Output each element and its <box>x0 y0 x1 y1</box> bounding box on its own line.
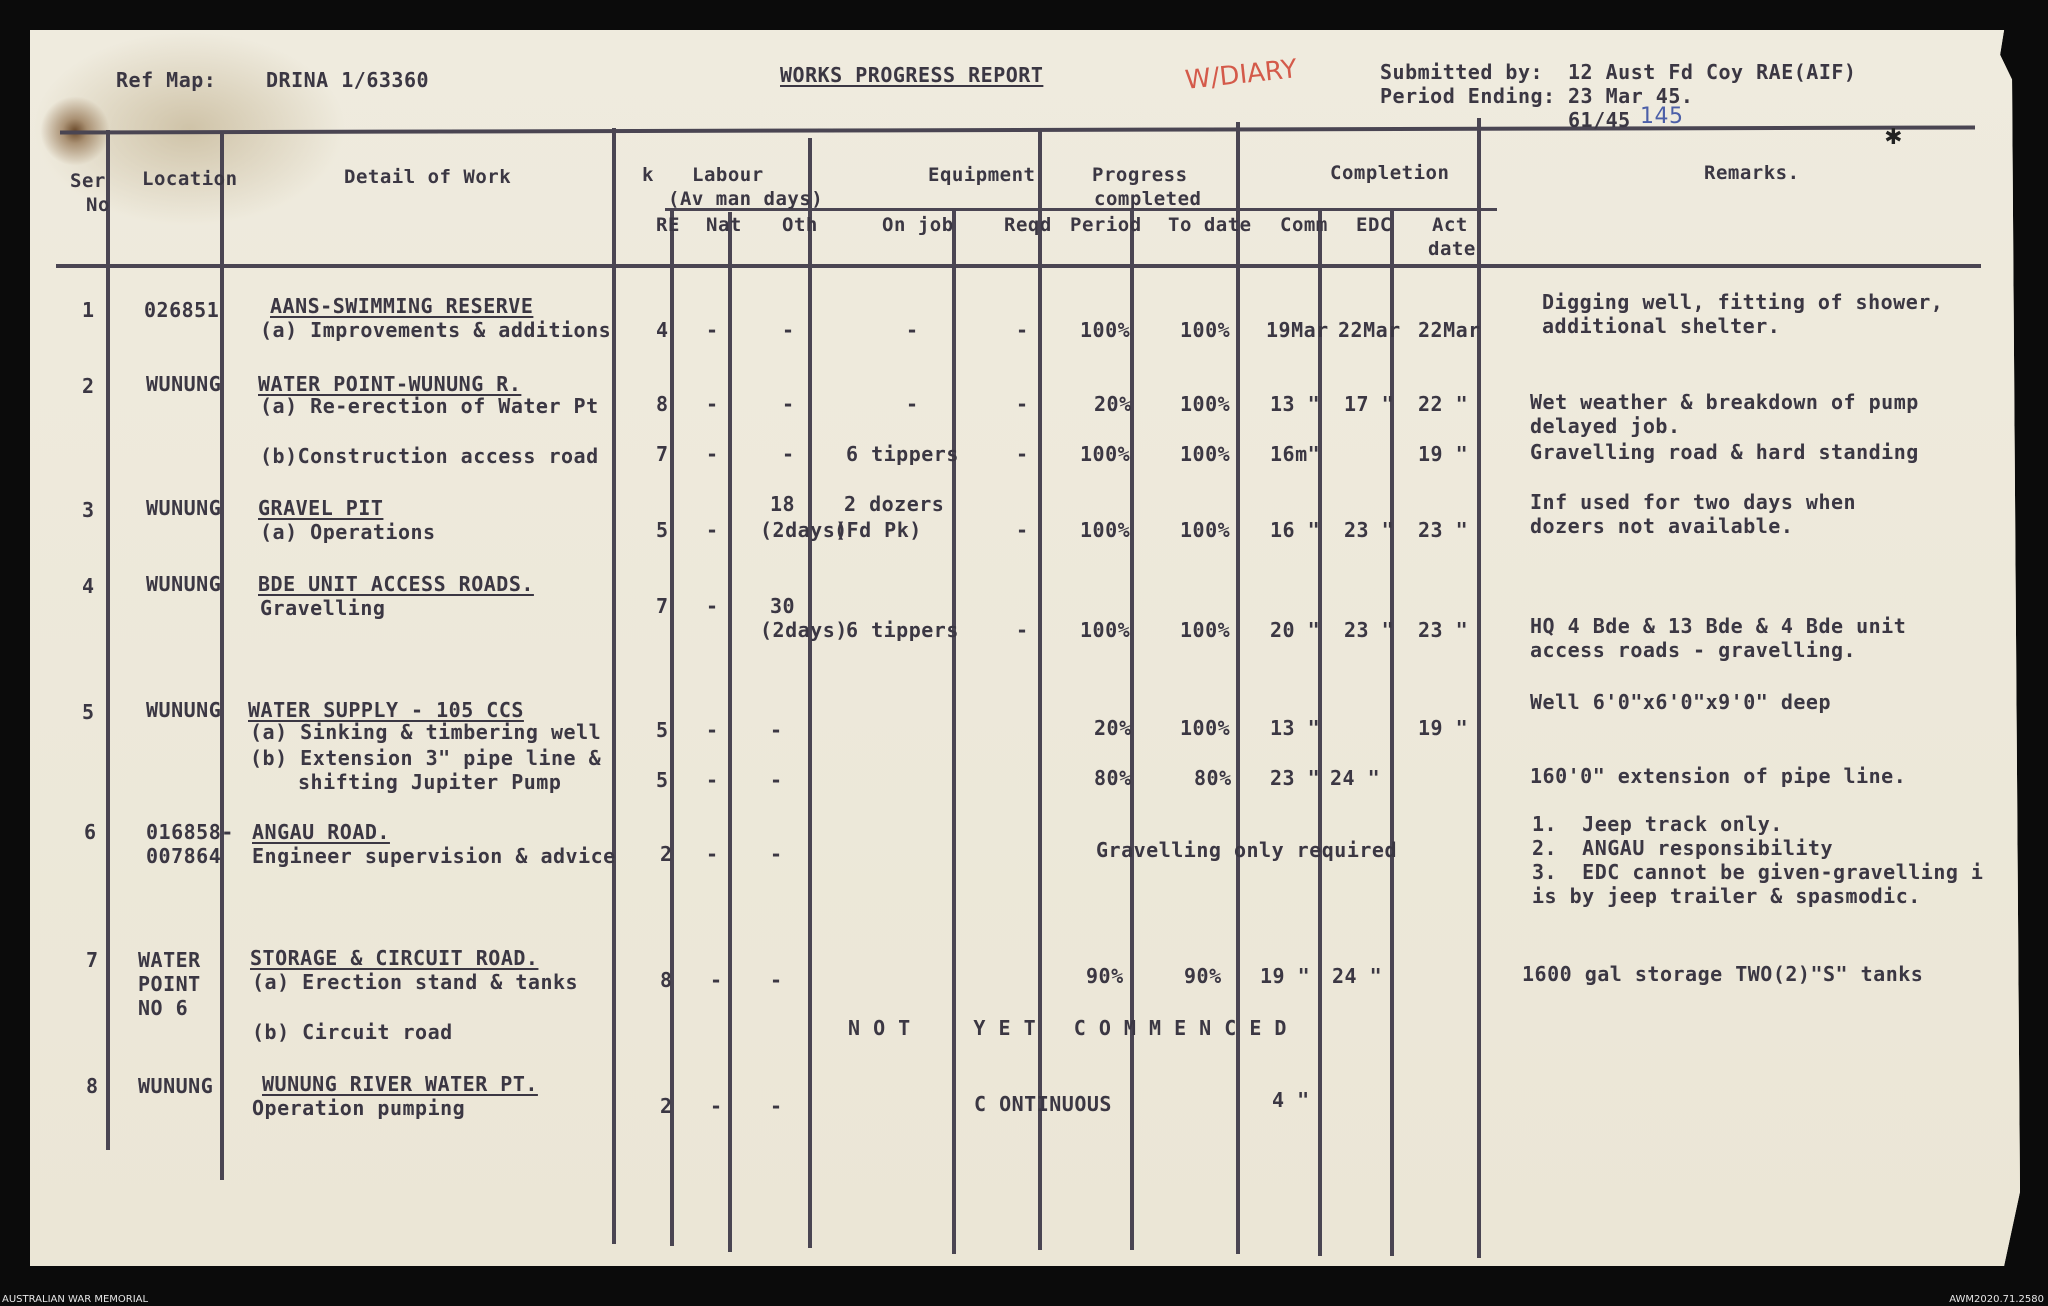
row2-remark-1: Wet weather & breakdown of pump <box>1530 390 1919 414</box>
row4-remark-2: access roads - gravelling. <box>1530 638 1857 662</box>
row6-remark-3: 3. EDC cannot be given-gravelling i <box>1532 860 1984 884</box>
row1-ser: 1 <box>82 298 95 322</box>
col-ser-no: No <box>86 194 110 216</box>
row7-comm: 19 " <box>1260 964 1311 988</box>
col-k: k <box>642 164 654 186</box>
row3-reqd: - <box>1016 518 1029 542</box>
row3-detail: (a) Operations <box>260 520 436 544</box>
submitted-value: 12 Aust Fd Coy RAE(AIF) <box>1568 60 1857 84</box>
row1-remark-2: additional shelter. <box>1542 314 1781 338</box>
row6-note: Gravelling only required <box>1096 838 1397 862</box>
row2b-onjob: 6 tippers <box>846 442 959 466</box>
row5b-nat: - <box>706 768 719 792</box>
col-labour-sub: (Av man days) <box>668 188 824 210</box>
row3-remark-2: dozers not available. <box>1530 514 1794 538</box>
row1-remark-1: Digging well, fitting of shower, <box>1542 290 1944 314</box>
row6-oth: - <box>770 842 783 866</box>
row5a-re: 5 <box>656 718 669 742</box>
col-oth: Oth <box>782 214 818 236</box>
row5-detail-a: (a) Sinking & timbering well <box>250 720 602 744</box>
row8-note: C ONTINUOUS <box>974 1092 1112 1116</box>
row4-ser: 4 <box>82 574 95 598</box>
col-progress-sub: completed <box>1094 188 1202 210</box>
row2b-reqd: - <box>1016 442 1029 466</box>
row5-remark-1: Well 6'0"x6'0"x9'0" deep <box>1530 690 1831 714</box>
row1-act: 22Mar <box>1418 318 1481 342</box>
row4-onjob: 6 tippers <box>846 618 959 642</box>
row4-oth-2: (2days) <box>760 618 848 642</box>
ref-map-label: Ref Map: <box>116 68 217 92</box>
col-completion: Completion <box>1330 162 1450 184</box>
row5-remark-2: 160'0" extension of pipe line. <box>1530 764 1907 788</box>
row4-oth-1: 30 <box>770 594 796 618</box>
submitted-label: Submitted by: <box>1380 60 1544 84</box>
handwritten-note: W/DIARY <box>1183 54 1299 96</box>
row3-oth-2: (2days) <box>760 518 848 542</box>
row5a-nat: - <box>706 718 719 742</box>
file-ref: 61/45 <box>1568 108 1631 132</box>
row3-act: 23 " <box>1418 518 1469 542</box>
row3-oth-1: 18 <box>770 492 796 516</box>
row4-detail: Gravelling <box>260 596 386 620</box>
col-reqd: Reqd <box>1004 214 1052 236</box>
row7-location-3: NO 6 <box>138 996 189 1020</box>
col-line-ser <box>106 130 110 1150</box>
row8-nat: - <box>710 1094 723 1118</box>
col-ser: Ser <box>70 170 106 192</box>
col-remarks: Remarks. <box>1704 162 1800 184</box>
row1-nat: - <box>706 318 719 342</box>
row3-remark-1: Inf used for two days when <box>1530 490 1857 514</box>
row3-todate: 100% <box>1180 518 1231 542</box>
row2b-remark: Gravelling road & hard standing <box>1530 440 1919 464</box>
footer-accession: AWM2020.71.2580 <box>1949 1294 2044 1305</box>
col-line-equip-mid <box>952 210 956 1254</box>
row2-remark-2: delayed job. <box>1530 414 1681 438</box>
row8-ser: 8 <box>86 1074 99 1098</box>
row2-detail-b: (b)Construction access road <box>260 444 599 468</box>
row2-todate: 100% <box>1180 392 1231 416</box>
row2-comm: 13 " <box>1270 392 1321 416</box>
row3-title: GRAVEL PIT <box>258 496 384 520</box>
col-on-job: On job <box>882 214 954 236</box>
row1-title: AANS-SWIMMING RESERVE <box>270 294 534 318</box>
col-act: Act <box>1432 214 1468 236</box>
col-to-date: To date <box>1168 214 1252 236</box>
row3-ser: 3 <box>82 498 95 522</box>
row6-title: ANGAU ROAD. <box>252 820 390 844</box>
row2-location: WUNUNG <box>146 372 222 396</box>
row5b-todate: 80% <box>1194 766 1232 790</box>
col-equipment: Equipment <box>928 164 1036 186</box>
row4-period: 100% <box>1080 618 1131 642</box>
row7-ser: 7 <box>86 948 99 972</box>
row7-re: 8 <box>660 968 673 992</box>
col-line-edc <box>1390 210 1394 1256</box>
ref-map-value: DRINA 1/63360 <box>266 68 430 92</box>
row3-onjob-1: 2 dozers <box>844 492 945 516</box>
col-line-location <box>220 134 224 1180</box>
header-bottom-rule <box>56 264 1981 268</box>
row2b-comm: 16m" <box>1270 442 1321 466</box>
report-title: WORKS PROGRESS REPORT <box>780 63 1044 87</box>
col-line-re <box>670 210 674 1246</box>
row4-remark-1: HQ 4 Bde & 13 Bde & 4 Bde unit <box>1530 614 1907 638</box>
row5-location: WUNUNG <box>146 698 222 722</box>
row2-ser: 2 <box>82 374 95 398</box>
row1-detail: (a) Improvements & additions <box>260 318 612 342</box>
footer-source: AUSTRALIAN WAR MEMORIAL <box>2 1294 149 1305</box>
row2-detail-a: (a) Re-erection of Water Pt <box>260 394 599 418</box>
row2-period: 20% <box>1094 392 1132 416</box>
row5b-re: 5 <box>656 768 669 792</box>
row7-period: 90% <box>1086 964 1124 988</box>
col-labour: Labour <box>692 164 764 186</box>
row6-detail: Engineer supervision & advice <box>252 844 616 868</box>
row2-onjob: - <box>906 392 919 416</box>
row6-re: 2 <box>660 842 673 866</box>
row4-todate: 100% <box>1180 618 1231 642</box>
row7-note: N O T Y E T C O M M E N C E D <box>848 1016 1287 1040</box>
row1-reqd: - <box>1016 318 1029 342</box>
col-nat: Nat <box>706 214 742 236</box>
row5a-comm: 13 " <box>1270 716 1321 740</box>
col-location: Location <box>142 168 238 190</box>
row2b-re: 7 <box>656 442 669 466</box>
row7-edc: 24 " <box>1332 964 1383 988</box>
col-line-oth <box>808 138 812 1248</box>
period-value: 23 Mar 45. <box>1568 84 1694 108</box>
row4-comm: 20 " <box>1270 618 1321 642</box>
row4-edc: 23 " <box>1344 618 1395 642</box>
row5a-oth: - <box>770 718 783 742</box>
row2-oth: - <box>782 392 795 416</box>
col-line-equip <box>1038 130 1042 1250</box>
row2-edc: 17 " <box>1344 392 1395 416</box>
row5b-edc: 24 " <box>1330 766 1381 790</box>
pin-mark: ✱ <box>1885 118 1902 151</box>
row2b-nat: - <box>706 442 719 466</box>
row1-comm: 19Mar <box>1266 318 1329 342</box>
row6-location-1: 016858- <box>146 820 234 844</box>
row4-location: WUNUNG <box>146 572 222 596</box>
row3-edc: 23 " <box>1344 518 1395 542</box>
row2-title: WATER POINT-WUNUNG R. <box>258 372 522 396</box>
row7-oth: - <box>770 968 783 992</box>
row4-re: 7 <box>656 594 669 618</box>
col-comm: Comm <box>1280 214 1328 236</box>
row2b-period: 100% <box>1080 442 1131 466</box>
row4-act: 23 " <box>1418 618 1469 642</box>
row1-period: 100% <box>1080 318 1131 342</box>
row1-location: 026851 <box>144 298 220 322</box>
row4-title: BDE UNIT ACCESS ROADS. <box>258 572 534 596</box>
row7-detail-b: (b) Circuit road <box>252 1020 453 1044</box>
row8-re: 2 <box>660 1094 673 1118</box>
row2-reqd: - <box>1016 392 1029 416</box>
period-label: Period Ending: <box>1380 84 1556 108</box>
row7-location-2: POINT <box>138 972 201 996</box>
row3-location: WUNUNG <box>146 496 222 520</box>
row6-remark-1: 1. Jeep track only. <box>1532 812 1783 836</box>
col-line-completion <box>1477 118 1481 1258</box>
row5-detail-b2: shifting Jupiter Pump <box>298 770 562 794</box>
row7-detail-a: (a) Erection stand & tanks <box>252 970 579 994</box>
row2b-oth: - <box>782 442 795 466</box>
row7-todate: 90% <box>1184 964 1222 988</box>
row5-ser: 5 <box>82 700 95 724</box>
row5-detail-b: (b) Extension 3" pipe line & <box>250 746 602 770</box>
row1-oth: - <box>782 318 795 342</box>
row6-nat: - <box>706 842 719 866</box>
row1-re: 4 <box>656 318 669 342</box>
row1-onjob: - <box>906 318 919 342</box>
col-progress: Progress <box>1092 164 1188 186</box>
row3-re: 5 <box>656 518 669 542</box>
col-re: RE <box>656 214 680 236</box>
row5b-oth: - <box>770 768 783 792</box>
row8-oth: - <box>770 1094 783 1118</box>
row5a-todate: 100% <box>1180 716 1231 740</box>
row6-ser: 6 <box>84 820 97 844</box>
row2-act: 22 " <box>1418 392 1469 416</box>
row5b-period: 80% <box>1094 766 1132 790</box>
row6-location-2: 007864 <box>146 844 222 868</box>
row5b-comm: 23 " <box>1270 766 1321 790</box>
row4-reqd: - <box>1016 618 1029 642</box>
row3-period: 100% <box>1080 518 1131 542</box>
row7-nat: - <box>710 968 723 992</box>
row7-title: STORAGE & CIRCUIT ROAD. <box>250 946 539 970</box>
row5-title: WATER SUPPLY - 105 CCS <box>248 698 524 722</box>
row3-onjob-2: (Fd Pk) <box>834 518 922 542</box>
row2b-act: 19 " <box>1418 442 1469 466</box>
col-edc: EDC <box>1356 214 1392 236</box>
row1-edc: 22Mar <box>1338 318 1401 342</box>
row2-nat: - <box>706 392 719 416</box>
row2b-todate: 100% <box>1180 442 1231 466</box>
row3-nat: - <box>706 518 719 542</box>
row6-remark-4: is by jeep trailer & spasmodic. <box>1532 884 1921 908</box>
col-line-nat <box>728 212 732 1252</box>
file-ref-handwritten: 145 <box>1640 104 1684 129</box>
row4-nat: - <box>706 594 719 618</box>
row3-comm: 16 " <box>1270 518 1321 542</box>
row1-todate: 100% <box>1180 318 1231 342</box>
row8-title: WUNUNG RIVER WATER PT. <box>262 1072 538 1096</box>
col-line-detail <box>612 128 616 1244</box>
row7-remark-1: 1600 gal storage TWO(2)"S" tanks <box>1522 962 1924 986</box>
col-detail: Detail of Work <box>344 166 512 188</box>
col-line-progress <box>1236 122 1240 1254</box>
col-period: Period <box>1070 214 1142 236</box>
col-act-date: date <box>1428 238 1476 260</box>
row5a-act: 19 " <box>1418 716 1469 740</box>
row5a-period: 20% <box>1094 716 1132 740</box>
row6-remark-2: 2. ANGAU responsibility <box>1532 836 1833 860</box>
row2-re: 8 <box>656 392 669 416</box>
row8-location: WUNUNG <box>138 1074 214 1098</box>
row8-comm: 4 " <box>1272 1088 1310 1112</box>
row8-detail: Operation pumping <box>252 1096 466 1120</box>
row7-location-1: WATER <box>138 948 201 972</box>
